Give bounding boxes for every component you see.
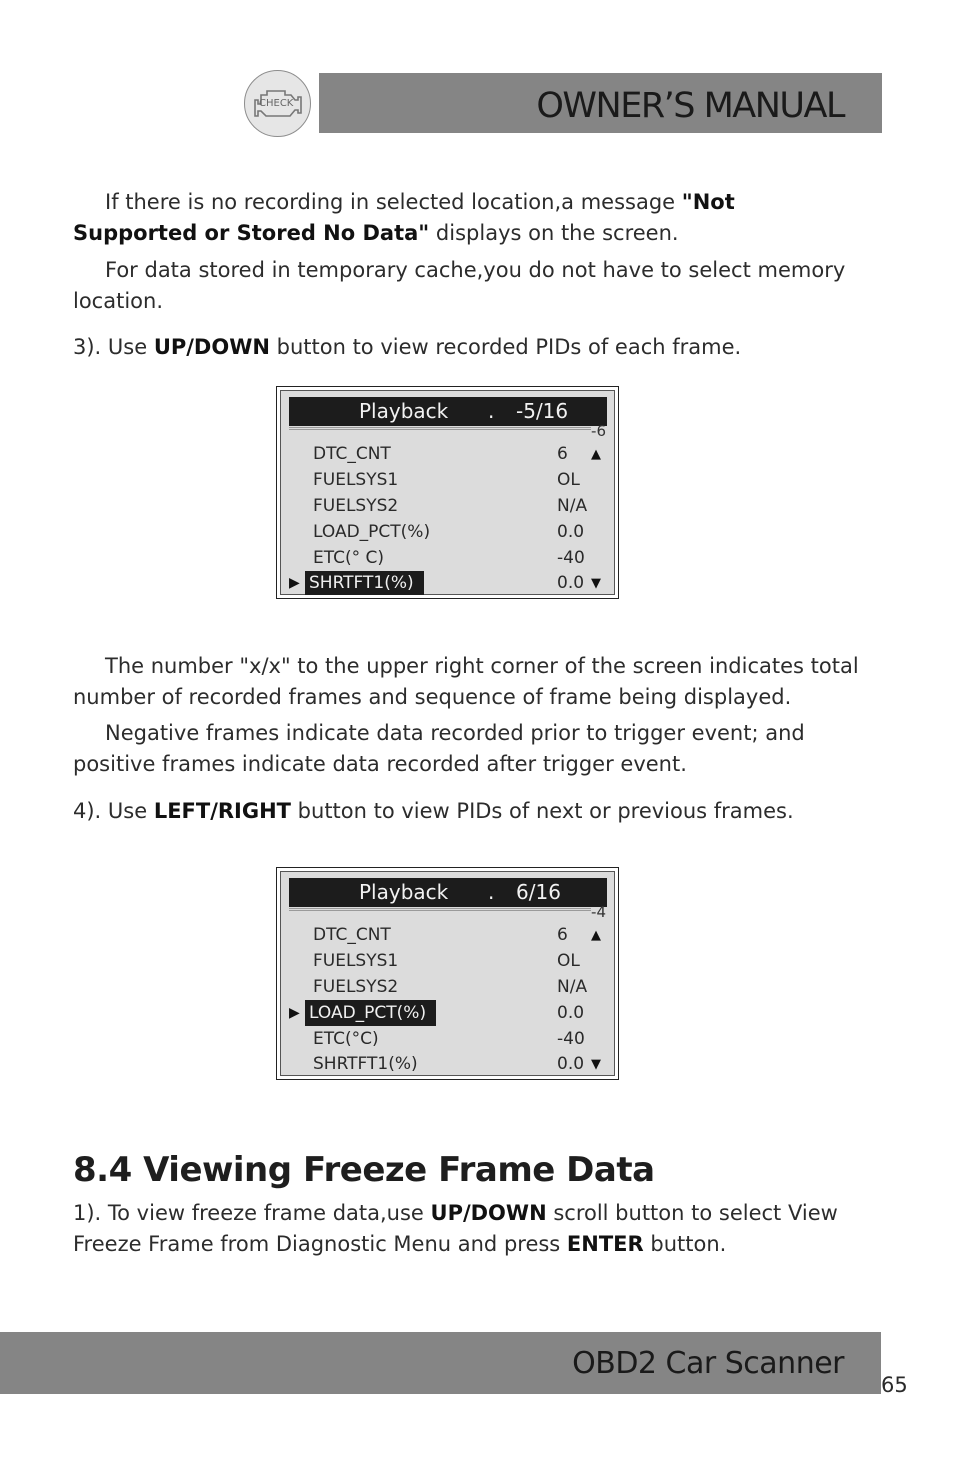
check-engine-icon bbox=[244, 70, 311, 137]
separator bbox=[289, 908, 591, 918]
separator-number: -6 bbox=[591, 422, 606, 440]
text: location. bbox=[73, 289, 163, 313]
pid-value: OL bbox=[557, 951, 580, 971]
pid-row bbox=[289, 1026, 607, 1052]
pid-value: 0.0 bbox=[557, 522, 585, 542]
scroll-down-icon: ▼ bbox=[591, 576, 601, 591]
pid-label: ETC(°C) bbox=[313, 1029, 379, 1049]
intro-paragraph-1-cont bbox=[73, 218, 873, 249]
screen-title-bar bbox=[289, 878, 607, 907]
selection-pointer-icon: ▶ bbox=[289, 575, 300, 591]
pid-label: ETC(° C) bbox=[313, 548, 385, 568]
screen-display bbox=[280, 390, 615, 595]
text: button. bbox=[643, 1232, 727, 1256]
pid-label: LOAD_PCT(%) bbox=[305, 1000, 436, 1026]
logo-text: CHECK bbox=[259, 98, 294, 109]
pid-value: 6 bbox=[557, 444, 568, 464]
frame-counter: -5/16 bbox=[516, 399, 569, 423]
pid-row bbox=[289, 493, 607, 519]
page-number: 65 bbox=[881, 1373, 908, 1397]
pid-value: N/A bbox=[557, 977, 588, 997]
text: Negative frames indicate data recorded prior to trigger event; and bbox=[105, 721, 805, 745]
intro-paragraph-1 bbox=[73, 187, 905, 218]
pid-label: FUELSYS2 bbox=[313, 977, 399, 997]
pid-label: FUELSYS1 bbox=[313, 470, 399, 490]
screen-display bbox=[280, 871, 615, 1076]
screen-title: Playback bbox=[359, 880, 449, 904]
bold-text: Supported or Stored No Data" bbox=[73, 221, 430, 245]
text: If there is no recording in selected location,a message bbox=[105, 190, 682, 214]
key-name: ENTER bbox=[566, 1232, 644, 1256]
explain-paragraph-1-cont bbox=[73, 682, 873, 713]
pid-label: FUELSYS1 bbox=[313, 951, 399, 971]
text: 3). Use bbox=[73, 335, 154, 359]
scroll-up-icon: ▲ bbox=[591, 928, 601, 943]
pid-row-selected bbox=[289, 571, 607, 595]
step-4 bbox=[73, 796, 873, 827]
pid-label: SHRTFT1(%) bbox=[305, 571, 424, 595]
step-3 bbox=[73, 332, 873, 363]
pid-label: DTC_CNT bbox=[313, 925, 391, 945]
section-step-1 bbox=[73, 1198, 873, 1229]
separator-number: -4 bbox=[591, 903, 606, 921]
pid-label: DTC_CNT bbox=[313, 444, 391, 464]
section-heading: 8.4 Viewing Freeze Frame Data bbox=[73, 1150, 655, 1190]
text: number of recorded frames and sequence of frame being displayed. bbox=[73, 685, 792, 709]
screen-title-bar bbox=[289, 397, 607, 426]
pid-value: OL bbox=[557, 470, 580, 490]
selection-pointer-icon: ▶ bbox=[289, 1005, 300, 1021]
text: positive frames indicate data recorded after trigger event. bbox=[73, 752, 687, 776]
text: button to view PIDs of next or previous frames. bbox=[291, 799, 794, 823]
text: scroll button to select View bbox=[546, 1201, 838, 1225]
pid-row bbox=[289, 519, 607, 545]
text: button to view recorded PIDs of each frame. bbox=[269, 335, 742, 359]
text: displays on the screen. bbox=[429, 221, 679, 245]
section-step-1-cont bbox=[73, 1229, 873, 1260]
scroll-up-icon: ▲ bbox=[591, 447, 601, 462]
frame-counter: 6/16 bbox=[516, 880, 561, 904]
pid-row bbox=[289, 948, 607, 974]
screen-title-dot: . bbox=[488, 880, 495, 904]
explain-paragraph-1 bbox=[73, 651, 905, 682]
explain-paragraph-2-cont bbox=[73, 749, 873, 780]
pid-row bbox=[289, 545, 607, 571]
bold-text: "Not bbox=[681, 190, 735, 214]
pid-label: SHRTFT1(%) bbox=[313, 1054, 418, 1074]
pid-row bbox=[289, 1052, 607, 1076]
text: 4). Use bbox=[73, 799, 154, 823]
pid-value: 6 bbox=[557, 925, 568, 945]
header-title: OWNER’S MANUAL bbox=[536, 86, 844, 126]
pid-value: N/A bbox=[557, 496, 588, 516]
explain-paragraph-2 bbox=[73, 718, 905, 749]
screen-title-dot: . bbox=[488, 399, 495, 423]
text: The number "x/x" to the upper right corner of the screen indicates total bbox=[105, 654, 859, 678]
intro-paragraph-2-cont bbox=[73, 286, 873, 317]
pid-row bbox=[289, 467, 607, 493]
scroll-down-icon: ▼ bbox=[591, 1057, 601, 1072]
pid-value: 0.0 bbox=[557, 1054, 585, 1074]
playback-screen-2 bbox=[276, 867, 619, 1080]
pid-value: 0.0 bbox=[557, 1003, 585, 1023]
intro-paragraph-2 bbox=[73, 255, 905, 286]
pid-value: 0.0 bbox=[557, 573, 585, 593]
screen-title: Playback bbox=[359, 399, 449, 423]
pid-row bbox=[289, 922, 607, 948]
separator bbox=[289, 427, 591, 437]
pid-label: LOAD_PCT(%) bbox=[313, 522, 431, 542]
key-name: UP/DOWN bbox=[153, 335, 270, 359]
text: Freeze Frame from Diagnostic Menu and press bbox=[73, 1232, 567, 1256]
pid-value: -40 bbox=[557, 1029, 585, 1049]
pid-row-selected bbox=[289, 1000, 607, 1026]
playback-screen-1 bbox=[276, 386, 619, 599]
footer-title: OBD2 Car Scanner bbox=[572, 1346, 844, 1381]
pid-row bbox=[289, 974, 607, 1000]
pid-label: FUELSYS2 bbox=[313, 496, 399, 516]
pid-row bbox=[289, 441, 607, 467]
key-name: UP/DOWN bbox=[430, 1201, 547, 1225]
text: 1). To view freeze frame data,use bbox=[73, 1201, 431, 1225]
pid-value: -40 bbox=[557, 548, 585, 568]
key-name: LEFT/RIGHT bbox=[153, 799, 291, 823]
text: For data stored in temporary cache,you do not have to select memory bbox=[105, 258, 846, 282]
